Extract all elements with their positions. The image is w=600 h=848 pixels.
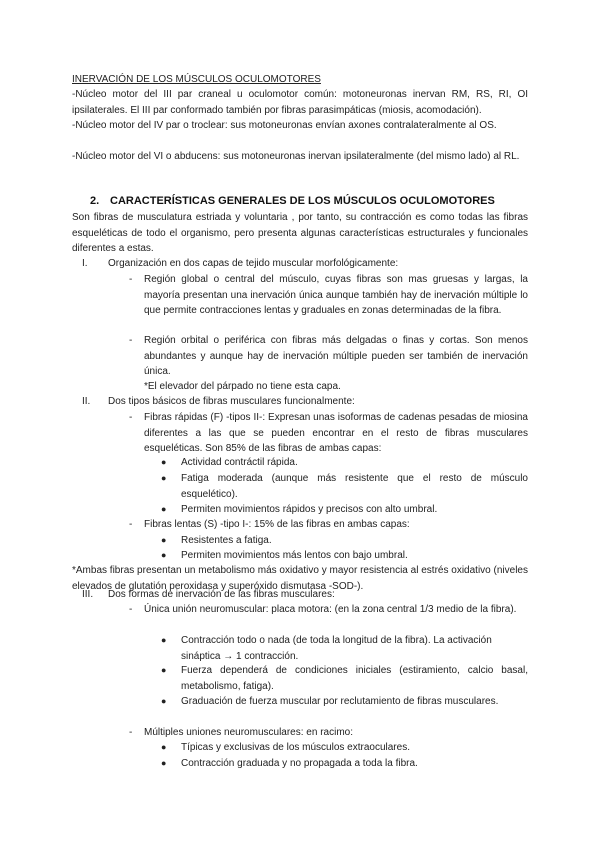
region-orbital-item: Región orbital o periférica con fibras más delgadas o finas y cortas. Son menos abundantes y aunque hay de inervación múltiple pueden ser también de inervación única. [144,335,528,377]
bullet-marker: ● [161,504,167,514]
list-item-iii: Dos formas de inervación de las fibras musculares: [108,589,335,600]
bullet-item: Contracción graduada y no propagada a toda la fibra. [181,758,418,769]
section-2-heading [90,194,530,210]
list-item-i: Organización en dos capas de tejido muscular morfológicamente: [108,258,399,269]
roman-marker-i: I. [82,258,88,269]
bullet-marker: ● [161,665,167,675]
bullet-marker: ● [161,758,167,768]
fibras-lentas-item: Fibras lentas (S) -tipo I-: 15% de las fibras en ambas capas: [144,519,410,530]
union-unica-item: Única unión neuromuscular: placa motora: (en la zona central 1/3 medio de la fibra). [144,604,517,615]
bullet-item: Contracción todo o nada (de toda la longitud de la fibra). La activación sináptica → 1 contracción. [181,635,492,662]
fibras-rapidas-item: Fibras rápidas (F) -tipos II-: Expresan unas isoformas de cadenas pesadas de miosina diferentes a las que se pueden encontrar en el resto de fibras musculares esqueléticas. Son 85% de las fibras de ambas capas: [144,412,528,454]
bullet-marker: ● [161,696,167,706]
bullet-item: Resistentes a fatiga. [181,535,272,546]
bullet-marker: ● [161,457,167,467]
dash-marker: - [129,519,133,530]
dash-marker: - [129,604,133,615]
bullet-item: Fatiga moderada (aunque más resistente que el resto de músculo esquelético). [181,473,528,500]
inervacion-paragraph-iii: -Núcleo motor del III par craneal u oculomotor común: motoneuronas inervan RM, RS, RI, OI ipsilaterales. El III par conformado también por fibras parasimpáticas (miosis, acomodación). [72,89,528,116]
inervacion-paragraph-vi: -Núcleo motor del VI o abducens: sus motoneuronas inervan ipsilateralmente (del mismo lado) al RL. [72,151,520,162]
roman-marker-ii: II. [82,396,91,407]
region-global-item: Región global o central del músculo, cuyas fibras son mas gruesas y largas, la mayoría presentan una inervación única aunque también hay de inervación múltiple lo que permite contracciones lentas y graduales en zonas determinadas de la fibra. [144,274,528,316]
bullet-marker: ● [161,550,167,560]
bullet-item: Permiten movimientos rápidos y precisos con alto umbral. [181,504,438,515]
section-title: CARACTERÍSTICAS GENERALES DE LOS MÚSCULOS OCULOMOTORES [110,195,495,207]
inervacion-paragraph-iv: -Núcleo motor del IV par o troclear: sus motoneuronas envían axones contralateralmente al OS. [72,120,497,131]
inervacion-title: INERVACIÓN DE LOS MÚSCULOS OCULOMOTORES [72,74,321,85]
bullet-marker: ● [161,742,167,752]
dash-marker: - [129,335,133,346]
dash-marker: - [129,274,133,285]
bullet-item: Graduación de fuerza muscular por reclutamiento de fibras musculares. [181,696,499,707]
ambas-fibras-note: *Ambas fibras presentan un metabolismo más oxidativo y mayor resistencia al estrés oxidativo (niveles elevados de glutatión peroxidasa y superóxido dismutasa -SOD-). [72,565,528,592]
uniones-multiples-item: Múltiples uniones neuromusculares: en racimo: [144,727,353,738]
list-item-ii: Dos tipos básicos de fibras musculares funcionalmente: [108,396,355,407]
bullet-item: Actividad contráctil rápida. [181,457,298,468]
elevador-note: *El elevador del párpado no tiene esta capa. [144,381,341,392]
bullet-marker: ● [161,473,167,483]
dash-marker: - [129,412,133,423]
dash-marker: - [129,727,133,738]
section-number: 2. [90,195,100,207]
bullet-marker: ● [161,635,167,645]
bullet-item: Permiten movimientos más lentos con bajo umbral. [181,550,408,561]
roman-marker-iii: III. [82,589,94,600]
bullet-marker: ● [161,535,167,545]
bullet-item: Típicas y exclusivas de los músculos extraoculares. [181,742,410,753]
bullet-item: Fuerza dependerá de condiciones iniciales (estiramiento, calcio basal, metabolismo, fatiga). [181,665,528,692]
section-intro: Son fibras de musculatura estriada y voluntaria , por tanto, su contracción es como todas las fibras esqueléticas de todo el organismo, pero presenta algunas características estructurales y funcionales diferentes a estas. [72,212,528,254]
